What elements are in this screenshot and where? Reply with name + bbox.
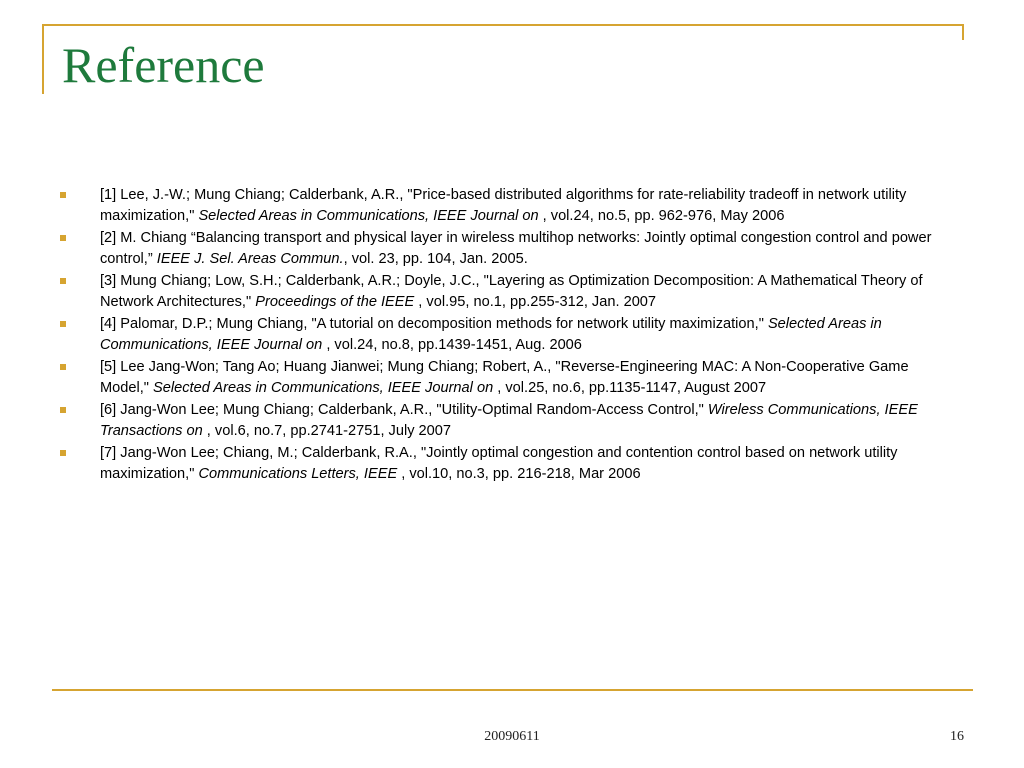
reference-journal: Selected Areas in Communications, IEEE Journal on [100, 316, 882, 353]
footer-date: 20090611 [484, 729, 540, 744]
reference-details: , vol.24, no.8, pp.1439-1451, Aug. 2006 [322, 336, 582, 353]
footer-divider [52, 689, 973, 691]
frame-left-line [42, 24, 44, 94]
reference-journal: IEEE J. Sel. Areas Commun. [156, 250, 344, 267]
reference-text: [2] M. Chiang “Balancing transport and physical layer in wireless multihop networks: Jointly optimal congestion control and power control,” [100, 230, 932, 267]
reference-text: [4] Palomar, D.P.; Mung Chiang, "A tutorial on decomposition methods for network utility maximization," [100, 316, 768, 332]
reference-journal: Proceedings of the IEEE [255, 293, 415, 310]
reference-journal: Selected Areas in Communications, IEEE Journal on [198, 207, 539, 224]
reference-item [60, 271, 956, 312]
reference-item [60, 357, 956, 398]
reference-text: [3] Mung Chiang; Low, S.H.; Calderbank, A.R.; Doyle, J.C., "Layering as Optimization Decomposition: A Mathematical Theory of Network Architectures," [100, 273, 923, 310]
reference-item [60, 228, 956, 269]
reference-details: , vol.24, no.5, pp. 962-976, May 2006 [538, 207, 785, 224]
bullet-square-icon [60, 450, 66, 456]
bullet-square-icon [60, 192, 66, 198]
slide-page-number: 16 [950, 729, 964, 744]
reference-item [60, 443, 956, 484]
bullet-square-icon [60, 278, 66, 284]
reference-item [60, 185, 956, 226]
frame-top-line [42, 24, 964, 26]
reference-text: [1] Lee, J.-W.; Mung Chiang; Calderbank, A.R., "Price-based distributed algorithms for rate-reliability tradeoff in network utility maximization," [100, 187, 907, 224]
slide-title: Reference [62, 37, 265, 93]
frame-right-line [962, 24, 964, 40]
reference-journal: Communications Letters, IEEE [198, 465, 398, 482]
reference-list [60, 185, 956, 486]
reference-details: , vol.25, no.6, pp.1135-1147, August 2007 [493, 379, 767, 396]
reference-details: , vol.6, no.7, pp.2741-2751, July 2007 [202, 422, 452, 439]
reference-journal: Wireless Communications, IEEE Transactions on [100, 402, 918, 439]
reference-journal: Selected Areas in Communications, IEEE Journal on [153, 379, 494, 396]
reference-details: , vol. 23, pp. 104, Jan. 2005. [343, 250, 528, 267]
bullet-square-icon [60, 321, 66, 327]
reference-text: [6] Jang-Won Lee; Mung Chiang; Calderbank, A.R., "Utility-Optimal Random-Access Control," [100, 402, 708, 418]
bullet-square-icon [60, 407, 66, 413]
reference-text: [7] Jang-Won Lee; Chiang, M.; Calderbank, R.A., "Jointly optimal congestion and contention control based on network utility maximization," [100, 445, 898, 482]
reference-text: [5] Lee Jang-Won; Tang Ao; Huang Jianwei; Mung Chiang; Robert, A., "Reverse-Engineering MAC: A Non-Cooperative Game Model," [100, 359, 909, 396]
bullet-square-icon [60, 235, 66, 241]
bullet-square-icon [60, 364, 66, 370]
reference-details: , vol.10, no.3, pp. 216-218, Mar 2006 [397, 465, 641, 482]
reference-item [60, 314, 956, 355]
reference-details: , vol.95, no.1, pp.255-312, Jan. 2007 [414, 293, 657, 310]
reference-item [60, 400, 956, 441]
